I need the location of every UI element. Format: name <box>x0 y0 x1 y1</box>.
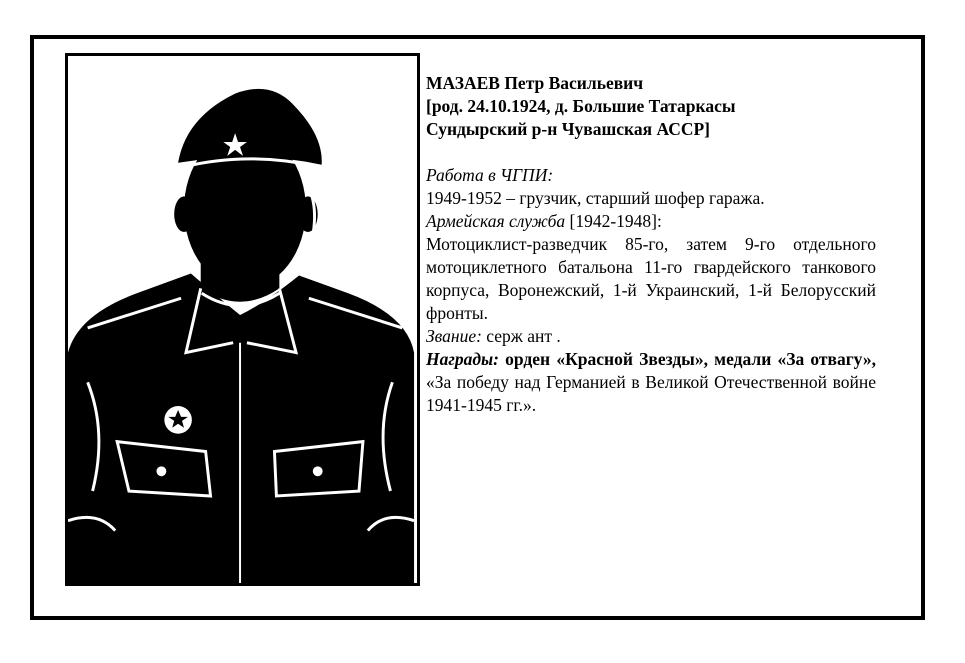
soldier-silhouette-image <box>68 56 417 583</box>
person-name: МАЗАЕВ Петр Васильевич <box>426 73 644 93</box>
awards-bold-text: орден «Красной Звезды», медали «За отвагу», <box>498 349 876 369</box>
birth-place: Сундырский р-н Чувашская АССР] <box>426 119 710 139</box>
army-label: Армейская служба <box>426 211 566 231</box>
work-text: 1949-1952 – грузчик, старший шофер гаража. <box>426 188 765 208</box>
birth-info: [род. 24.10.1924, д. Большие Татаркасы <box>426 96 736 116</box>
army-years: [1942-1948]: <box>565 211 662 231</box>
rank-label: Звание: <box>426 326 482 346</box>
army-heading <box>426 210 876 233</box>
awards-label: Награды: <box>426 349 499 369</box>
army-text: Мотоциклист-разведчик 85-го, затем 9-го отдельного мотоциклетного батальона 11-го гвардейского танкового корпуса, Воронежский, 1-й Украинский, 1-й Белорусский фронты. <box>426 234 876 323</box>
rank-value: серж ант . <box>481 326 561 346</box>
rank-line <box>426 325 876 348</box>
awards-line <box>426 348 876 417</box>
work-label: Работа в ЧГПИ: <box>426 165 554 185</box>
soldier-silhouette-portrait <box>65 53 420 586</box>
awards-text: «За победу над Германией в Великой Отечественной войне 1941-1945 гг.». <box>426 372 876 415</box>
biography-text <box>426 72 876 417</box>
